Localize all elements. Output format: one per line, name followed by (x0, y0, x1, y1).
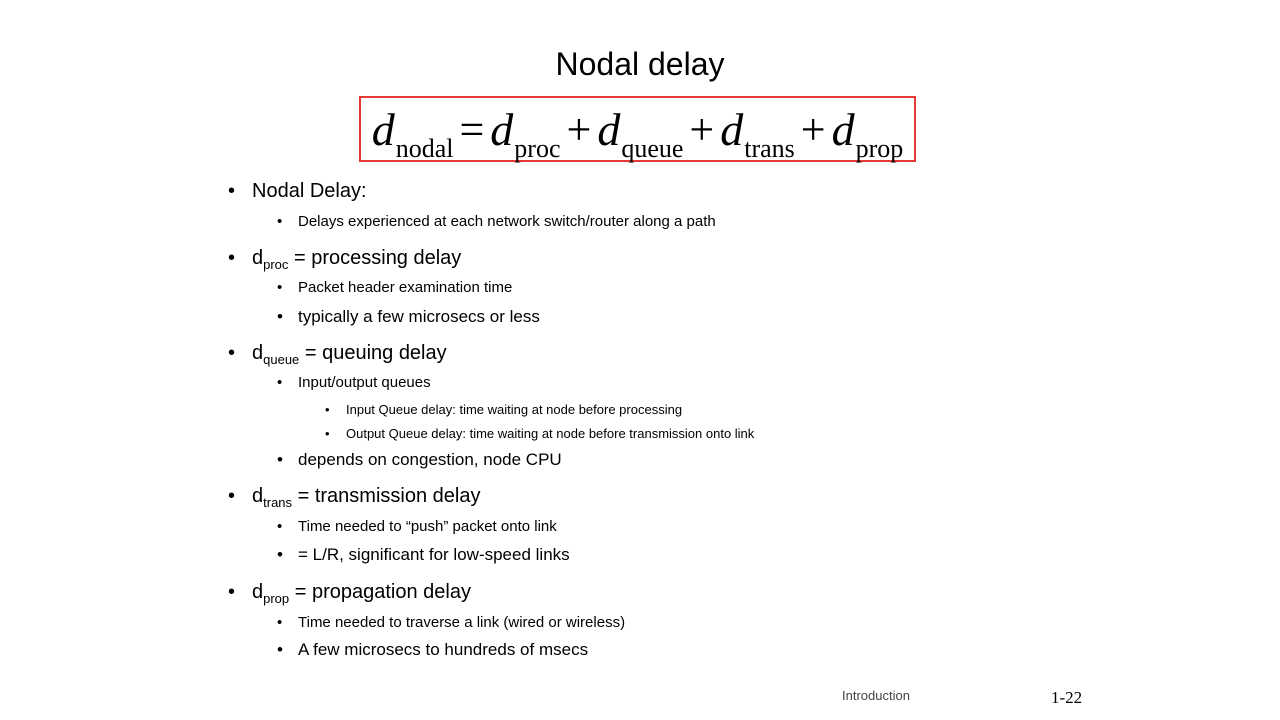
slide-title: Nodal delay (555, 46, 725, 82)
bullet-dqueue-item-1: • Input/output queues (298, 374, 431, 391)
bullet-dtrans: • $d_{trans}$ = transmission delay (252, 485, 480, 508)
bullet-dproc-item-1: • Packet header examination time (298, 279, 512, 296)
formula-equals: = (459, 105, 485, 154)
bullet-nodal-delay: • Nodal Delay: (252, 180, 367, 203)
bullet-dprop-item-1: • Time needed to traverse a link (wired or wireless) (298, 614, 625, 631)
formula-d-proc: dproc (490, 104, 561, 163)
bullet-dproc-item-2: • typically a few microsecs or less (298, 307, 540, 327)
bullet-dqueue-item-2: • depends on congestion, node CPU (298, 450, 562, 470)
formula-d-prop: dprop (831, 104, 904, 163)
bullet-dqueue-subitem-2: • Output Queue delay: time waiting at node before transmission onto link (346, 426, 754, 441)
bullet-dprop-item-2: • A few microsecs to hundreds of msecs (298, 640, 588, 660)
nodal-delay-formula (359, 96, 916, 162)
formula-d-nodal: dnodal (371, 104, 454, 163)
footer-section-label: Introduction (842, 688, 910, 703)
bullet-dprop: • $d_{prop}$ = propagation delay (252, 581, 471, 604)
formula-plus: + (800, 105, 826, 154)
formula-d-trans: dtrans (720, 104, 795, 163)
bullet-dproc: • $d_{proc}$ = processing delay (252, 247, 461, 270)
page-number: 1-22 (1051, 688, 1083, 707)
formula-plus: + (689, 105, 715, 154)
bullet-dqueue: • $d_{queue}$ = queuing delay (252, 342, 447, 365)
formula-plus: + (566, 105, 592, 154)
bullet-dtrans-item-1: • Time needed to “push” packet onto link (298, 518, 557, 535)
bullet-dqueue-subitem-1: • Input Queue delay: time waiting at node before processing (346, 402, 682, 417)
bullet-nodal-desc: • Delays experienced at each network switch/router along a path (298, 213, 716, 230)
formula-d-queue: dqueue (597, 104, 684, 163)
bullet-dtrans-item-2: • = L/R, significant for low-speed links (298, 545, 570, 565)
